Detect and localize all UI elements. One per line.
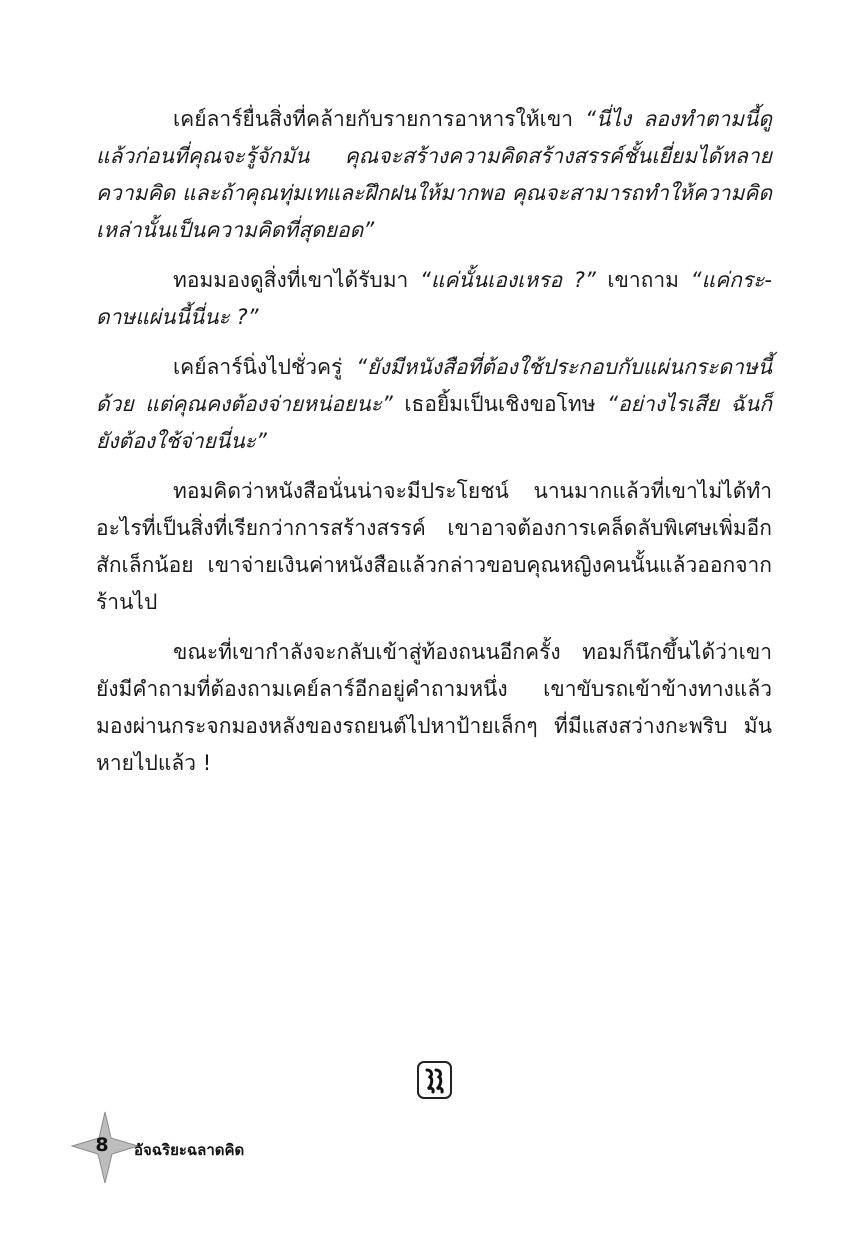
quoted-speech: “แค่นั้นเองเหรอ ?” <box>419 268 596 292</box>
body-text <box>96 101 772 795</box>
narration: เขาถาม <box>595 268 691 292</box>
page-number: 8 <box>95 1134 109 1156</box>
paragraph <box>96 262 772 336</box>
narration: เคย์ลาร์นิ่งไปชั่วครู่ <box>173 355 357 379</box>
quoted-speech: “แค่กระ-ดาษแผ่นนี้นี่นะ ?” <box>96 268 772 329</box>
page-footer <box>70 1110 370 1190</box>
quoted-speech: “อย่างไรเสีย ฉันก็ยังต้องใช้จ่ายนี่นะ” <box>96 392 772 453</box>
book-title: อัจฉริยะฉลาดคิด <box>134 1141 245 1159</box>
quoted-speech: “ยังมีหนังสือที่ต้องใช้ประกอบกับแผ่นกระดาษนี้ด้วย แต่คุณคงต้องจ่ายหน่อยนะ” <box>96 355 772 416</box>
narration: ทอมมองดูสิ่งที่เขาได้รับมา <box>173 268 420 292</box>
paragraph <box>96 349 772 460</box>
paragraph <box>96 473 772 621</box>
paragraph <box>96 101 772 249</box>
narration: ทอมคิดว่าหนังสือนั่นน่าจะมีประโยชน์ นานมากแล้วที่เขาไม่ได้ทำอะไรที่เป็นสิ่งที่เรียกว่าการสร้างสรรค์ เขาอาจต้องการเคล็ดลับพิเศษเพิ่มอีกสักเล็กน้อย เขาจ่ายเงินค่าหนังสือแล้วกล่าวขอบคุณหญิงคนนั้นแล้วออกจากร้านไป <box>96 479 772 614</box>
section-ornament-icon <box>417 1061 452 1099</box>
narration: เธอยิ้มเป็นเชิงขอโทษ <box>392 392 608 416</box>
narration: ขณะที่เขากำลังจะกลับเข้าสู่ท้องถนนอีกครั้ง ทอมก็นึกขึ้นได้ว่าเขายังมีคำถามที่ต้องถามเคย์ลาร์อีกอยู่คำถามหนึ่ง เขาขับรถเข้าข้างทางแล้วมองผ่านกระจกมองหลังของรถยนต์ไปหาป้ายเล็กๆ ที่มีแสงสว่างกะพริบ มันหายไปแล้ว ! <box>96 640 772 775</box>
paragraph <box>96 634 772 782</box>
quoted-speech: “นี่ไง ลองทำตามนี้ดู แล้วก่อนที่คุณจะรู้จักมัน คุณจะสร้างความคิดสร้างสรรค์ชั้นเยี่ยมได้หลายความคิด และถ้าคุณทุ่มเทและฝึกฝนให้มากพอ คุณจะสามารถทำให้ความคิดเหล่านั้นเป็นความคิดที่สุดยอด” <box>96 107 772 242</box>
narration: เคย์ลาร์ยื่นสิ่งที่คล้ายกับรายการอาหารให้เขา <box>173 107 586 131</box>
